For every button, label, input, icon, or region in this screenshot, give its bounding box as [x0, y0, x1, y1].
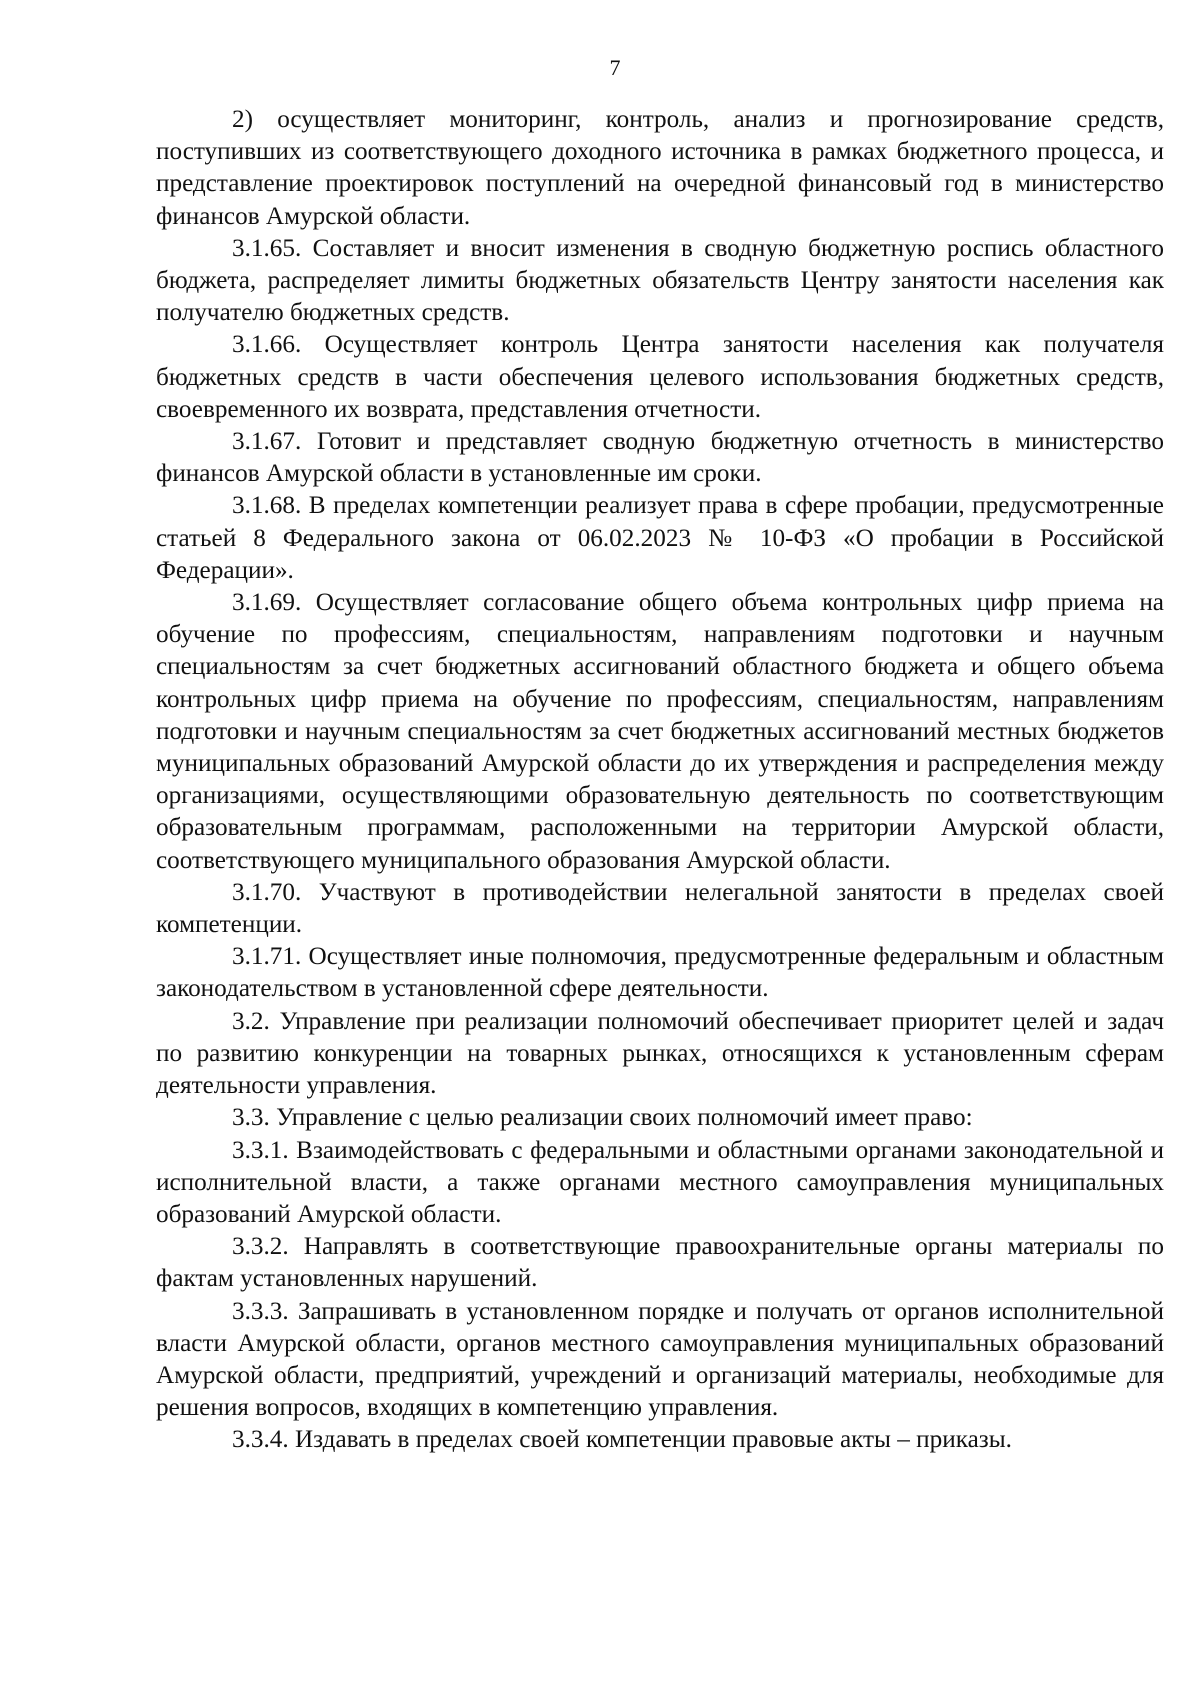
document-body — [156, 104, 1164, 1457]
page-number: 7 — [609, 55, 621, 80]
paragraph-3-1-69: 3.1.69. Осуществляет согласование общего объема контрольных цифр приема на обучение по профессиям, специальностям, направлениям подготовки и научным специальностям за счет бюджетных ассигнований областного бюджета и общего объема контрольных цифр приема на обучение по профессиям, специальностям, направлениям подготовки и научным специальностям за счет бюджетных ассигнований местных бюджетов муниципальных образований Амурской области до их утверждения и распределения между организациями, осуществляющими образовательную деятельность по соответствующим образовательным программам, расположенными на территории Амурской области, соответствующего муниципального образования Амурской области. — [156, 589, 1164, 874]
paragraph-3-1-70: 3.1.70. Участвуют в противодействии нелегальной занятости в пределах своей компетенции. — [156, 878, 1164, 939]
paragraph-3-2: 3.2. Управление при реализации полномочий обеспечивает приоритет целей и задач по развитию конкуренции на товарных рынках, относящихся к установленным сферам деятельности управления. — [156, 1007, 1164, 1100]
paragraph-3-1-66: 3.1.66. Осуществляет контроль Центра занятости населения как получателя бюджетных средств в части обеспечения целевого использования бюджетных средств, своевременного их возврата, представления отчетности. — [156, 331, 1164, 423]
paragraph-3-3-3: 3.3.3. Запрашивать в установленном порядке и получать от органов исполнительной власти Амурской области, органов местного самоуправления муниципальных образований Амурской области, предприятий, учреждений и организаций материалы, необходимые для решения вопросов, входящих в компетенцию управления. — [156, 1297, 1164, 1422]
paragraph-3-1-71: 3.1.71. Осуществляет иные полномочия, предусмотренные федеральным и областным законодательством в установленной сфере деятельности. — [156, 943, 1164, 1003]
paragraph-3-1-68: 3.1.68. В пределах компетенции реализует права в сфере пробации, предусмотренные статьей 8 Федерального закона от 06.02.2023 № 10-ФЗ «О пробации в Российской Федерации». — [156, 492, 1164, 584]
paragraph-3-3-2: 3.3.2. Направлять в соответствующие правоохранительные органы материалы по фактам установленных нарушений. — [156, 1233, 1164, 1293]
paragraph-item-2: 2) осуществляет мониторинг, контроль, анализ и прогнозирование средств, поступивших из соответствующего доходного источника в рамках бюджетного процесса, и представление проектировок поступлений на очередной финансовый год в министерство финансов Амурской области. — [156, 106, 1164, 230]
paragraph-3-3-4: 3.3.4. Издавать в пределах своей компетенции правовые акты – приказы. — [232, 1426, 1012, 1454]
paragraph-3-3-1: 3.3.1. Взаимодействовать с федеральными и областными органами законодательной и исполнительной власти, а также органами местного самоуправления муниципальных образований Амурской области. — [156, 1136, 1164, 1228]
paragraph-3-1-65: 3.1.65. Составляет и вносит изменения в сводную бюджетную роспись областного бюджета, распределяет лимиты бюджетных обязательств Центру занятости населения как получателю бюджетных средств. — [156, 234, 1164, 327]
paragraph-3-3: 3.3. Управление с целью реализации своих полномочий имеет право: — [232, 1104, 973, 1132]
paragraph-3-1-67: 3.1.67. Готовит и представляет сводную бюджетную отчетность в министерство финансов Амурской области в установленные им сроки. — [156, 428, 1164, 488]
